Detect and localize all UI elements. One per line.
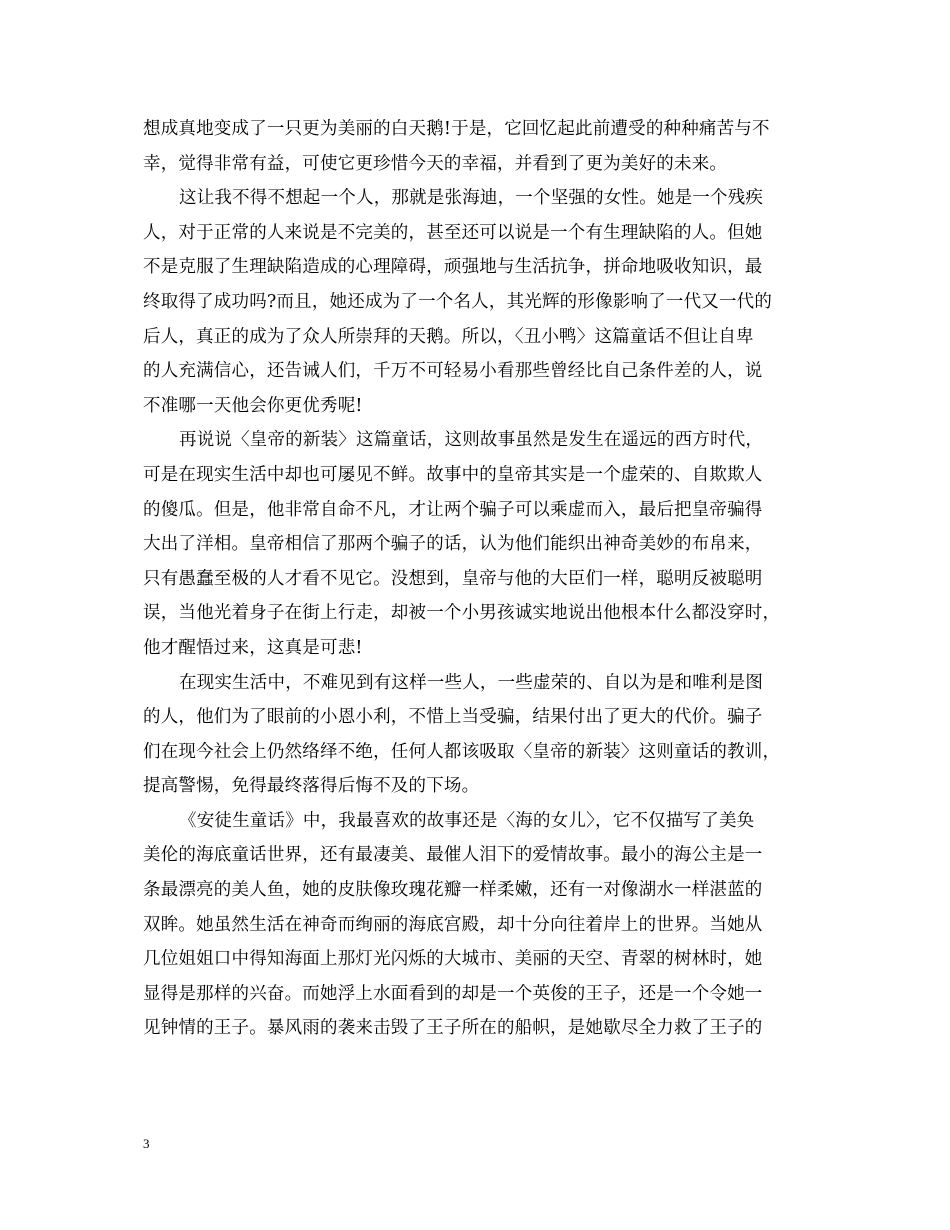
body-text [143,112,807,1046]
text-line: 的人充满信心，还告诫人们，千万不可轻易小看那些曾经比自己条件差的人，说 [143,361,763,382]
text-line: 《安徒生童话》中，我最喜欢的故事还是〈海的女儿〉，它不仅描写了美奂 [179,810,755,831]
text-line: 双眸。她虽然生活在神奇而绚丽的海底宫殿，却十分向往着岸上的世界。当她从 [143,914,763,935]
page-number: 3 [143,1136,150,1151]
text-line: 人，对于正常的人来说是不完美的，甚至还可以说是一个有生理缺陷的人。但她 [143,222,763,243]
text-line: 可是在现实生活中却也可屡见不鲜。故事中的皇帝其实是一个虚荣的、自欺欺人 [143,464,763,485]
text-line: 幸，觉得非常有益，可使它更珍惜今天的幸福，并看到了更为美好的未来。 [143,153,728,174]
text-line: 几位姐姐口中得知海面上那灯光闪烁的大城市、美丽的天空、青翠的树林时，她 [143,949,763,970]
text-line: 后人，真正的成为了众人所崇拜的天鹅。所以，〈丑小鸭〉这篇童话不但让自卑 [143,326,754,347]
text-line: 美伦的海底童话世界，还有最凄美、最催人泪下的爱情故事。最小的海公主是一 [143,845,763,866]
text-line: 想成真地变成了一只更为美丽的白天鹅!于是，它回忆起此前遭受的种种痛苦与不 [143,119,770,139]
text-line: 这让我不得不想起一个人，那就是张海迪，一个坚强的女性。她是一个残疾 [179,188,764,209]
text-line: 们在现今社会上仍然络绎不绝，任何人都该吸取〈皇帝的新装〉这则童话的教训， [143,741,781,762]
text-line: 他才醒悟过来，这真是可悲! [143,637,363,658]
text-line: 的傻瓜。但是，他非常自命不凡，才让两个骗子可以乘虚而入，最后把皇帝骗得 [143,499,763,520]
text-line: 大出了洋相。皇帝相信了那两个骗子的话，认为他们能织出神奇美妙的布帛来， [143,534,763,555]
text-line: 的人，他们为了眼前的小恩小利，不惜上当受骗，结果付出了更大的代价。骗子 [143,707,763,728]
text-line: 见钟情的王子。暴风雨的袭来击毁了王子所在的船帜，是她歇尽全力救了王子的 [143,1018,763,1039]
text-line: 条最漂亮的美人鱼，她的皮肤像玫瑰花瓣一样柔嫩，还有一对像湖水一样湛蓝的 [143,880,763,901]
text-line: 不准哪一天他会你更优秀呢! [143,395,363,416]
text-line: 终取得了成功吗?而且，她还成为了一个名人，其光辉的形像影响了一代又一代的 [143,291,773,312]
text-line: 在现实生活中，不难见到有这样一些人，一些虚荣的、自以为是和唯利是图 [179,672,764,693]
text-line: 只有愚蠢至极的人才看不见它。没想到，皇帝与他的大臣们一样，聪明反被聪明 [143,568,763,589]
text-line: 不是克服了生理缺陷造成的心理障碍，顽强地与生活抗争，拼命地吸收知识，最 [143,257,763,278]
text-line: 再说说〈皇帝的新装〉这篇童话，这则故事虽然是发生在遥远的西方时代， [179,430,764,451]
text-line: 显得是那样的兴奋。而她浮上水面看到的却是一个英俊的王子，还是一个令她一 [143,983,763,1004]
text-line: 提高警惕，免得最终落得后悔不及的下场。 [143,776,480,797]
text-line: 误，当他光着身子在街上行走，却被一个小男孩诚实地说出他根本什么都没穿时， [143,603,781,624]
